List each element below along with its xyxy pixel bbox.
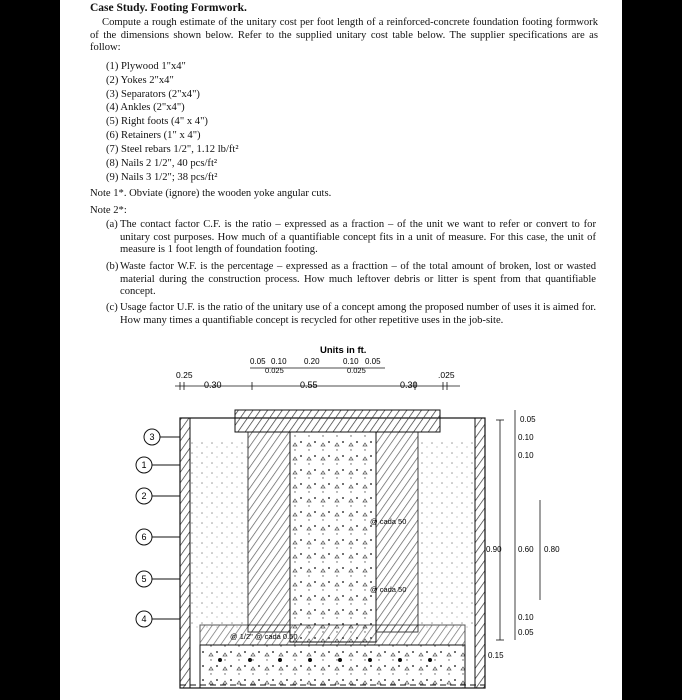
spec-item: (7) Steel rebars 1/2", 1.12 lb/ft² xyxy=(106,144,239,155)
formwork-section xyxy=(180,410,485,688)
spec-item: (9) Nails 3 1/2"; 38 pcs/ft² xyxy=(106,172,218,183)
dim-right-0.05-bottom: 0.05 xyxy=(518,628,534,637)
note-2b-text: Waste factor W.F. is the percentage – expressed as a fracttion – of the total amount of broken, lost or wasted material during the construction process. How much leftover debris or litter is spent from that quantifiable concept. xyxy=(120,261,596,298)
dim-0.30-right: 0.30 xyxy=(400,380,418,390)
callout-3 xyxy=(144,429,180,445)
callout-group xyxy=(136,429,180,627)
svg-text:3: 3 xyxy=(149,432,155,442)
spec-item: (4) Ankles (2"x4") xyxy=(106,102,185,113)
note-2c-text: Usage factor U.F. is the ratio of the unitary use of a concept among the proposed number of uses it is aimed for. How many times a quantifiable concept is recycled for other repetitive uses in the job-site. xyxy=(120,302,596,326)
footing-formwork-drawing xyxy=(60,340,622,700)
spec-item: (8) Nails 2 1/2", 40 pcs/ft² xyxy=(106,158,218,169)
right-dark-margin xyxy=(622,0,682,700)
spec-item: (3) Separators (2"x4") xyxy=(106,89,200,100)
callout-5 xyxy=(136,571,180,587)
left-dark-margin xyxy=(0,0,60,700)
dim-0.025-a: 0.025 xyxy=(265,366,284,375)
dim-right-0.60: 0.60 xyxy=(518,545,534,554)
dim-right-0.80: 0.80 xyxy=(544,545,560,554)
note-2b xyxy=(106,261,596,299)
callout-4 xyxy=(136,611,180,627)
dim-0.25-left: 0.25 xyxy=(176,370,193,380)
annotation-cada-50-lower: @ cada 50 xyxy=(370,585,407,594)
note-2a xyxy=(106,219,596,257)
dim-0.20-top: 0.20 xyxy=(304,357,320,366)
svg-text:4: 4 xyxy=(141,614,147,624)
dim-0.025-right: .025 xyxy=(438,370,455,380)
svg-text:2: 2 xyxy=(141,491,147,501)
dim-right-0.90: 0.90 xyxy=(486,545,502,554)
dim-right-0.05-top: 0.05 xyxy=(520,415,536,424)
units-label: Units in ft. xyxy=(320,345,367,356)
dim-0.10-top: 0.10 xyxy=(271,357,287,366)
annotation-rebar-spacing: @ 1/2" @ cada 0.50 xyxy=(230,632,298,641)
note-2c-label: (c) xyxy=(106,302,118,313)
spec-item: (5) Right foots (4" x 4") xyxy=(106,116,208,127)
note-2a-text: The contact factor C.F. is the ratio – expressed as a fraction – of the unit we want to refer or convert to for unitary cost purposes. How much of a quantifiable concept fits in a unit of measure. For this case, the unit of measure is 1 foot length of foundation footing. xyxy=(120,219,596,256)
note-2c xyxy=(106,302,596,327)
dim-0.55: 0.55 xyxy=(300,380,318,390)
dim-0.30-left: 0.30 xyxy=(204,380,222,390)
svg-text:1: 1 xyxy=(141,460,147,470)
case-study-title: Case Study. Footing Formwork. xyxy=(90,2,247,14)
dim-right-0.15: 0.15 xyxy=(488,651,504,660)
callout-6 xyxy=(136,529,180,545)
dim-right-0.10-a: 0.10 xyxy=(518,433,534,442)
note-2a-label: (a) xyxy=(106,219,118,230)
right-dimension-lines xyxy=(496,410,540,640)
note-1: Note 1*. Obviate (ignore) the wooden yoke angular cuts. xyxy=(90,188,332,199)
note-2-label: Note 2*: xyxy=(90,205,127,216)
dim-0.025-b: 0.025 xyxy=(347,366,366,375)
note-2b-label: (b) xyxy=(106,261,119,272)
dim-0.05-top: 0.05 xyxy=(250,357,266,366)
dim-0.10-top-right: 0.10 xyxy=(343,357,359,366)
svg-text:6: 6 xyxy=(141,532,147,542)
svg-text:5: 5 xyxy=(141,574,147,584)
document-page xyxy=(60,0,622,700)
spec-item: (1) Plywood 1"x4" xyxy=(106,61,186,72)
intro-paragraph: Compute a rough estimate of the unitary cost per foot length of a reinforced-concrete foundation footing formwork of the dimensions shown below. Refer to the supplied unitary cost table below. The supplier specifications are as follow: xyxy=(90,17,598,54)
callout-1 xyxy=(136,457,180,473)
spec-item: (2) Yokes 2"x4" xyxy=(106,75,174,86)
dim-right-0.10-b: 0.10 xyxy=(518,451,534,460)
dim-right-0.10-c: 0.10 xyxy=(518,613,534,622)
annotation-cada-50-upper: @ cada 50 xyxy=(370,517,407,526)
dim-0.05-top-right: 0.05 xyxy=(365,357,381,366)
spec-item: (6) Retainers (1" x 4") xyxy=(106,130,201,141)
callout-2 xyxy=(136,488,180,504)
